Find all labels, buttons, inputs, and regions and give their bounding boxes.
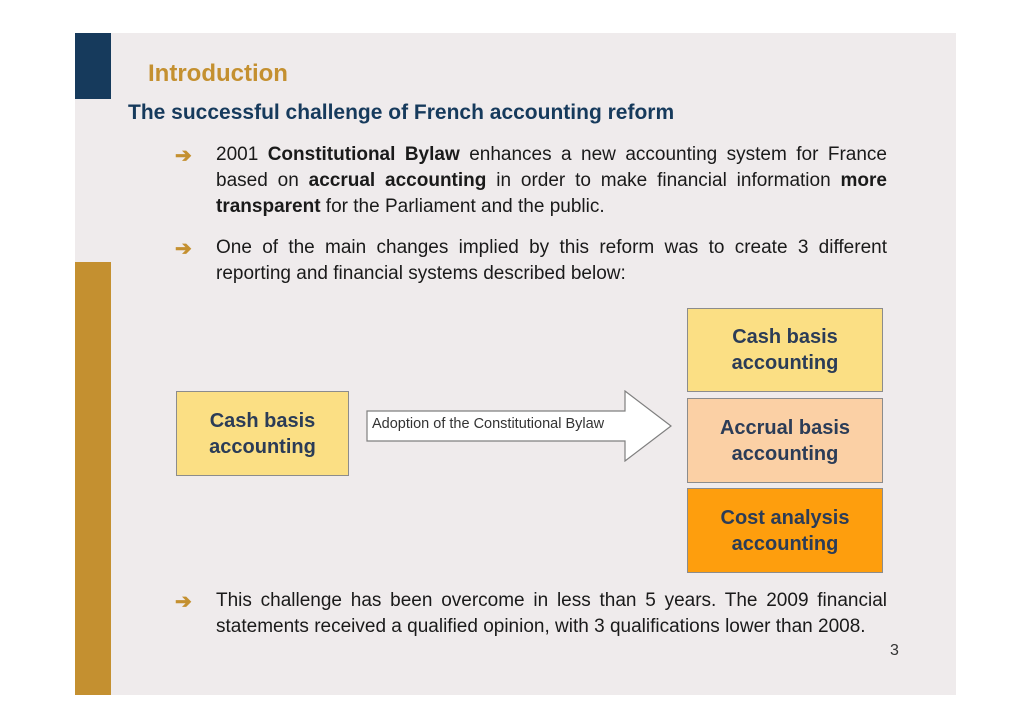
target-box-accrual-basis [687,398,883,483]
box-label-line: accounting [731,352,839,374]
page-number: 3 [890,642,899,659]
arrow-bullet-icon: ➔ [175,238,192,260]
slide-heading: The successful challenge of French accounting reform [128,101,675,124]
navy-accent-bar [75,33,111,99]
box-label-line: Cash basis [209,409,316,432]
box-label-line: Accrual basis [719,416,851,439]
source-box-cash-basis [176,391,349,476]
text-run: for the Parliament and the public. [320,196,605,217]
text-run: in order to make financial information [486,170,841,191]
section-title: Introduction [148,60,288,87]
arrow-bullet-icon: ➔ [175,591,192,613]
target-box-cost-analysis [687,488,883,573]
text-run: enhances a new accounting system for France based on [216,144,888,191]
box-label-line: accounting [731,532,839,555]
box-label-line: accounting [731,442,839,465]
arrow-bullet-icon: ➔ [175,145,192,167]
arrow-label: Adoption of the Constitutional Bylaw [372,416,605,432]
bold-text-run: accrual accounting [308,170,487,191]
box-label-line: Cash basis [732,326,838,348]
gold-accent-bar [75,262,111,695]
text-run: One of the main changes implied by this reform was to create 3 different reporting and financial systems described below: [216,237,887,284]
box-label-line: Cost analysis [720,506,850,529]
bullet-item [175,235,887,287]
bullet-text [216,142,887,220]
bullet-text [216,588,887,640]
bold-text-run: more transparent [216,170,887,217]
bold-text-run: Constitutional Bylaw [267,144,460,165]
target-box-cash-basis [687,308,883,392]
bullet-item [175,142,887,220]
bullet-text [216,235,887,287]
text-run: This challenge has been overcome in less than 5 years. The 2009 financial statements received a qualified opinion, with 3 qualifications lower than 2008. [216,590,887,637]
text-run: 2001 [216,144,268,165]
box-label-line: accounting [209,435,316,458]
bullet-item [175,588,887,640]
